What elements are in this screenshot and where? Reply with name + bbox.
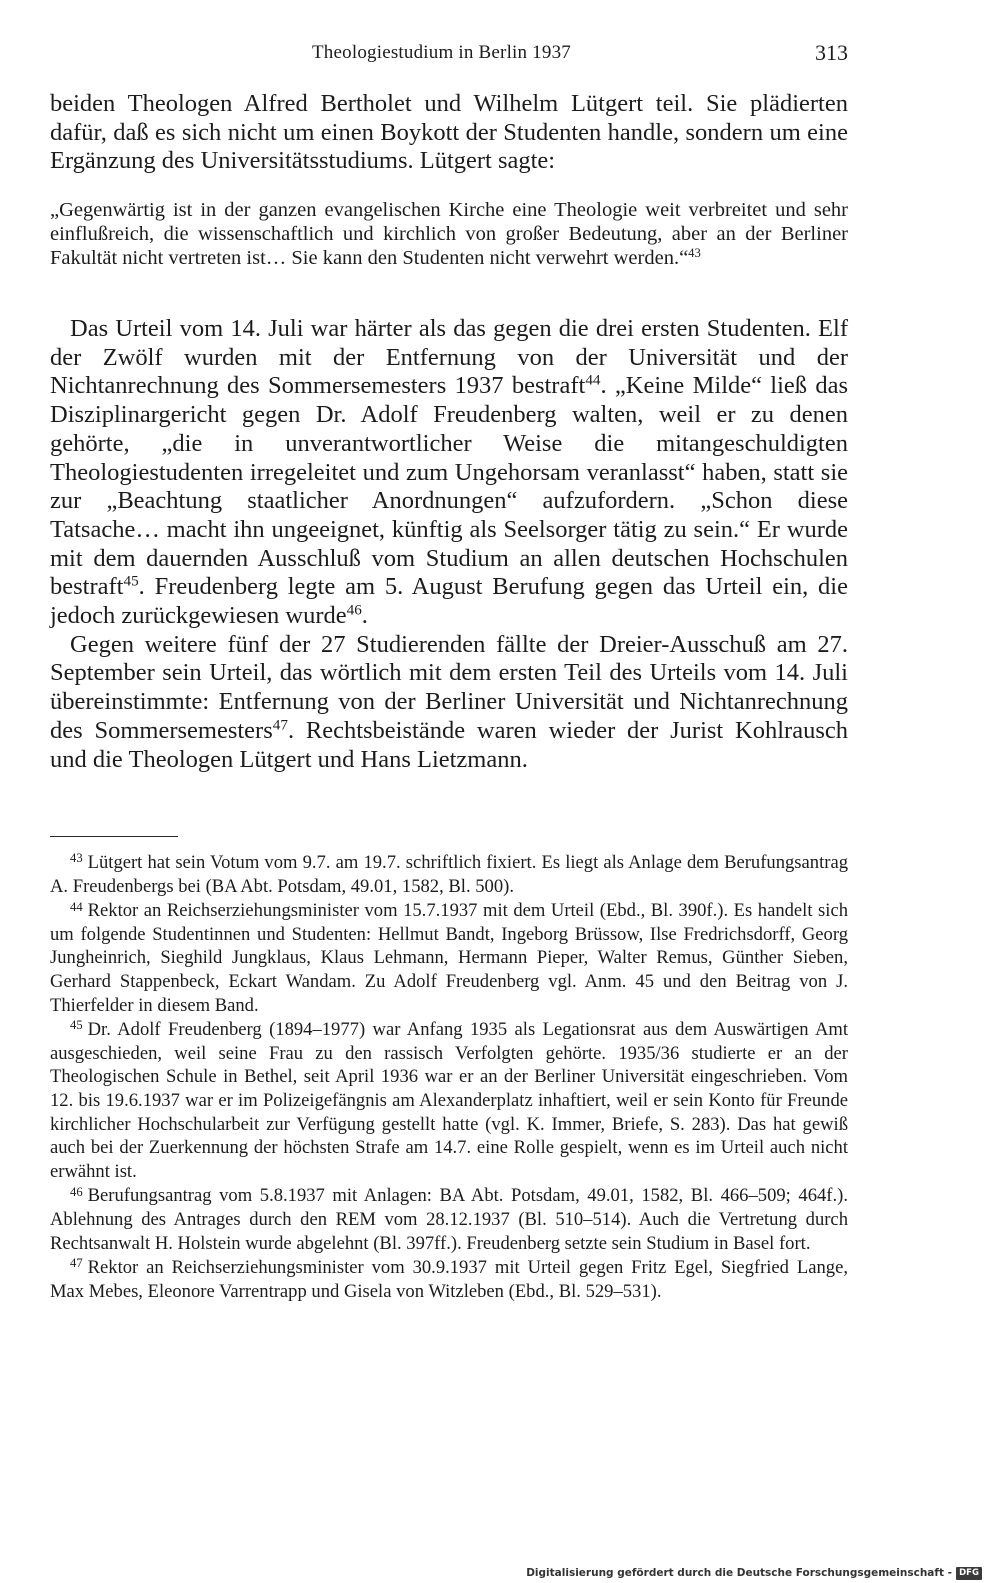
footnote-ref-43: 43: [688, 245, 701, 260]
footnote-text: Rektor an Reichserziehungsminister vom 30.9.1937 mit Urteil gegen Fritz Egel, Siegfried Lange, Max Mebes, Eleonore Varrentrapp und Gisela von Witzleben (Ebd., Bl. 529–531).: [50, 1257, 848, 1302]
paragraph-text: Das Urteil vom 14. Juli war härter als das gegen die drei ersten Studenten. Elf der Zwölf wurden mit der Entfernung von der Universität und der Nichtanrechnung des Sommersemesters 1937 bestraft: [50, 315, 848, 400]
body-paragraph-1: [50, 90, 848, 176]
footnote-number: 44: [70, 899, 83, 914]
dfg-logo: DFG: [956, 1567, 982, 1580]
footnote-43: [50, 851, 848, 898]
paragraph-continuation: beiden Theologen Alfred Bertholet und Wilhelm Lütgert teil. Sie plädierten dafür, daß es sich nicht um einen Boykott der Studenten handle, sondern um eine Ergänzung des Universitätsstudiums. Lütgert sagte:: [50, 90, 848, 175]
running-head: [50, 40, 848, 70]
footnote-text: Lütgert hat sein Votum vom 9.7. am 19.7. schriftlich fixiert. Es liegt als Anlage dem Berufungsantrag A. Freudenbergs bei (BA Abt. Potsdam, 49.01, 1582, Bl. 500).: [50, 852, 848, 897]
body-paragraph-2: [50, 315, 848, 631]
footnote-text: Rektor an Reichserziehungsminister vom 15.7.1937 mit dem Urteil (Ebd., Bl. 390f.). Es handelt sich um folgende Studentinnen und Studenten: Hellmut Bandt, Ingeborg Brüssow, Ilse Fredrichsdorff, Georg Jungheinrich, Sieghild Jungklaus, Klaus Lehmann, Hermann Pieper, Walter Remus, Günther Sieben, Gerhard Stappenbeck, Eckart Wandam. Zu Adolf Freudenberg vgl. Anm. 45 und den Beitrag von J. Thierfelder in diesem Band.: [50, 900, 848, 1016]
block-quote: [50, 199, 848, 270]
body-paragraph-3: [50, 631, 848, 775]
paragraph-text: . Rechtsbeistände waren wieder der Jurist Kohlrausch und die Theologen Lütgert und Hans Lietzmann.: [50, 716, 848, 773]
digitization-credit: Digitalisierung gefördert durch die Deutsche Forschungsgemeinschaft -: [526, 1567, 952, 1579]
footnote-number: 46: [70, 1184, 83, 1199]
footnote-44: [50, 899, 848, 1017]
paragraph-text: .: [361, 602, 368, 630]
paragraph-text: Gegen weitere fünf der 27 Studierenden fällte der Dreier-Ausschuß am 27. September sein Urteil, das wörtlich mit dem ersten Teil des Urteils vom 14. Juli übereinstimmte: Entfernung von der Berliner Universität und Nichtanrechnung des Sommersemesters: [50, 630, 848, 744]
footnote-number: 47: [70, 1256, 83, 1271]
main-text: [50, 315, 848, 774]
footnote-number: 45: [70, 1018, 83, 1033]
quote-text: „Gegenwärtig ist in der ganzen evangelischen Kirche eine Theologie weit verbreitet und sehr einflußreich, die wissenschaftlich und kirchlich von großer Bedeutung, aber an der Berliner Fakultät nicht vertreten ist… Sie kann den Studenten nicht verwehrt werden.“: [50, 199, 848, 269]
footnote-ref-47: 47: [272, 716, 288, 734]
footnote-ref-44: 44: [585, 372, 601, 390]
footnote-47: [50, 1256, 848, 1303]
footnote-number: 43: [70, 851, 83, 866]
footnote-text: Berufungsantrag vom 5.8.1937 mit Anlagen: BA Abt. Potsdam, 49.01, 1582, Bl. 466–509; 464f.). Ablehnung des Antrages durch den REM vom 28.12.1937 (Bl. 510–514). Auch die Vertretung durch Rechtsanwalt H. Holstein wurde abgelehnt (Bl. 397ff.). Freudenberg setzte sein Studium in Basel fort.: [50, 1185, 848, 1254]
footnote-text: Dr. Adolf Freudenberg (1894–1977) war Anfang 1935 als Legationsrat aus dem Auswärtigen Amt ausgeschieden, weil seine Frau zu den rassisch Verfolgten gehörte. 1935/36 studierte er an der Theologischen Schule in Bethel, seit April 1936 war er an der Berliner Universität eingeschrieben. Vom 12. bis 19.6.1937 war er im Polizeigefängnis am Alexanderplatz inhaftiert, weil er sein Konto für Freunde kirchlicher Hochschularbeit zur Verfügung gestellt hatte (vgl. K. Immer, Briefe, S. 283). Das hat gewiß auch bei der Zuerkennung der höchsten Strafe am 14.7. eine Rolle gespielt, wenn es im Urteil auch nicht erwähnt ist.: [50, 1019, 848, 1182]
page-number: 313: [815, 40, 848, 65]
footnotes: [50, 851, 848, 1304]
paragraph-text: . „Keine Milde“ ließ das Disziplinargericht gegen Dr. Adolf Freudenberg walten, weil er zu denen gehörte, „die in unverantwortlicher Weise die mitangeschuldigten Theologiestudenten irregeleitet und zum Ungehorsam veranlasst“ haben, statt sie zur „Beachtung staatlicher Anordnungen“ aufzufordern. „Schon diese Tatsache… macht ihn ungeeignet, künftig als Seelsorger tätig zu sein.“ Er wurde mit dem dauernden Ausschluß vom Studium an allen deutschen Hochschulen bestraft: [50, 372, 848, 601]
footnote-46: [50, 1184, 848, 1255]
footnote-separator: [50, 836, 178, 837]
block-quote-text: [50, 199, 848, 270]
footnote-ref-46: 46: [346, 601, 362, 619]
footnote-45: [50, 1018, 848, 1183]
footnote-ref-45: 45: [123, 572, 139, 590]
running-head-title: Theologiestudium in Berlin 1937: [312, 42, 571, 63]
paragraph-text: . Freudenberg legte am 5. August Berufung gegen das Urteil ein, die jedoch zurückgewiesen wurde: [50, 573, 848, 630]
